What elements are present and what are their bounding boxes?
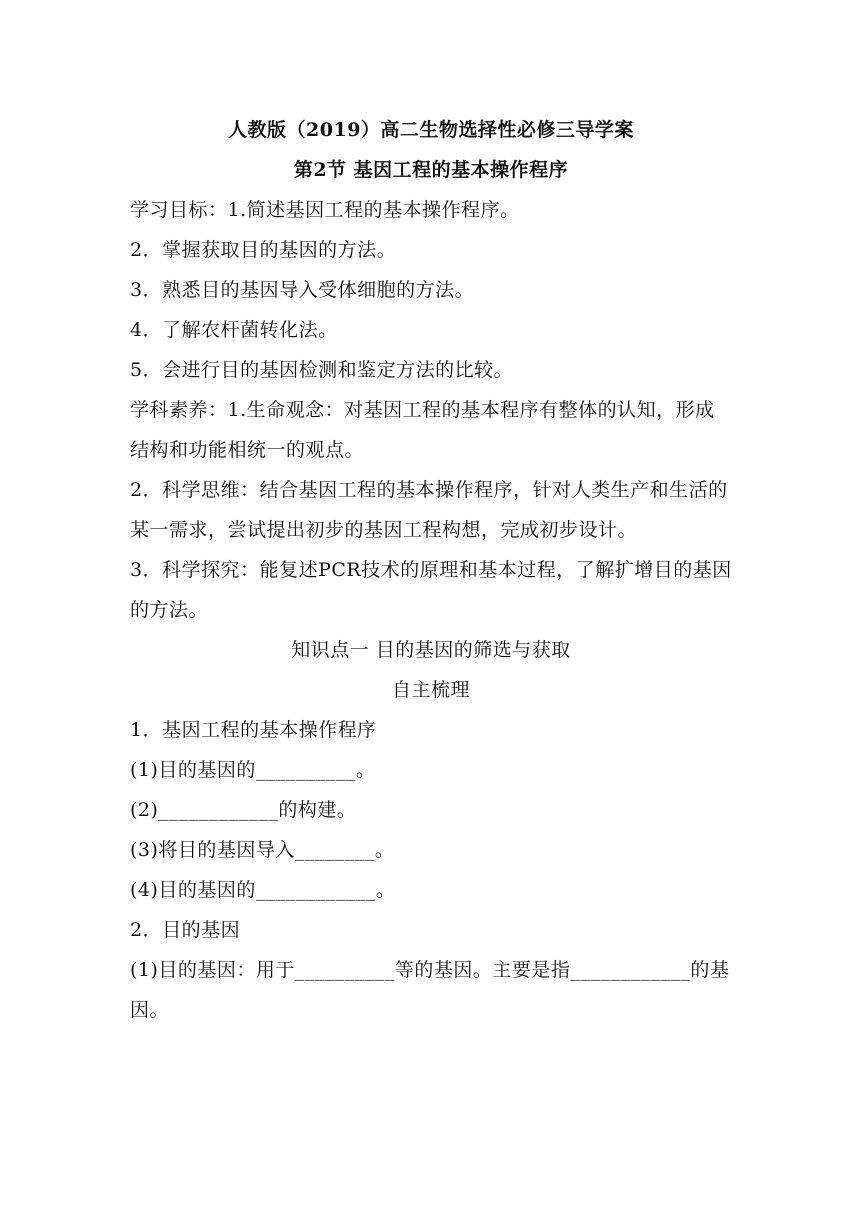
item-2: 2．目的基因 xyxy=(130,919,241,941)
item-1-3: (3)将目的基因导入________。 xyxy=(130,839,395,861)
objective-3: 3．熟悉目的基因导入受体细胞的方法。 xyxy=(130,279,475,301)
item-2-1: (1)目的基因：用于__________等的基因。主要是指____________的基因。 xyxy=(130,959,730,1021)
objective-5: 5．会进行目的基因检测和鉴定方法的比较。 xyxy=(130,359,514,381)
item-1-1: (1)目的基因的__________。 xyxy=(130,759,376,781)
knowledge-point-heading: 知识点一 目的基因的筛选与获取 xyxy=(291,639,571,661)
sub-heading: 自主梳理 xyxy=(391,679,470,701)
objective-2: 2．掌握获取目的基因的方法。 xyxy=(130,239,397,261)
section-title: 第2节 基因工程的基本操作程序 xyxy=(293,159,569,181)
objective-4: 4．了解农杆菌转化法。 xyxy=(130,319,338,341)
document-content xyxy=(130,110,732,1030)
document-title: 人教版（2019）高二生物选择性必修三导学案 xyxy=(228,119,634,141)
literacy-1: 学科素养：1.生命观念：对基因工程的基本程序有整体的认知，形成结构和功能相统一的观点。 xyxy=(130,399,715,461)
literacy-2: 2．科学思维：结合基因工程的基本操作程序，针对人类生产和生活的某一需求，尝试提出初步的基因工程构想，完成初步设计。 xyxy=(130,479,728,541)
item-1-4: (4)目的基因的____________。 xyxy=(130,879,396,901)
item-1: 1．基因工程的基本操作程序 xyxy=(130,719,377,741)
objective-1: 学习目标：1.简述基因工程的基本操作程序。 xyxy=(130,199,520,221)
literacy-3: 3．科学探究：能复述PCR技术的原理和基本过程，了解扩增目的基因的方法。 xyxy=(130,559,732,621)
item-1-2: (2)____________的构建。 xyxy=(130,799,357,821)
